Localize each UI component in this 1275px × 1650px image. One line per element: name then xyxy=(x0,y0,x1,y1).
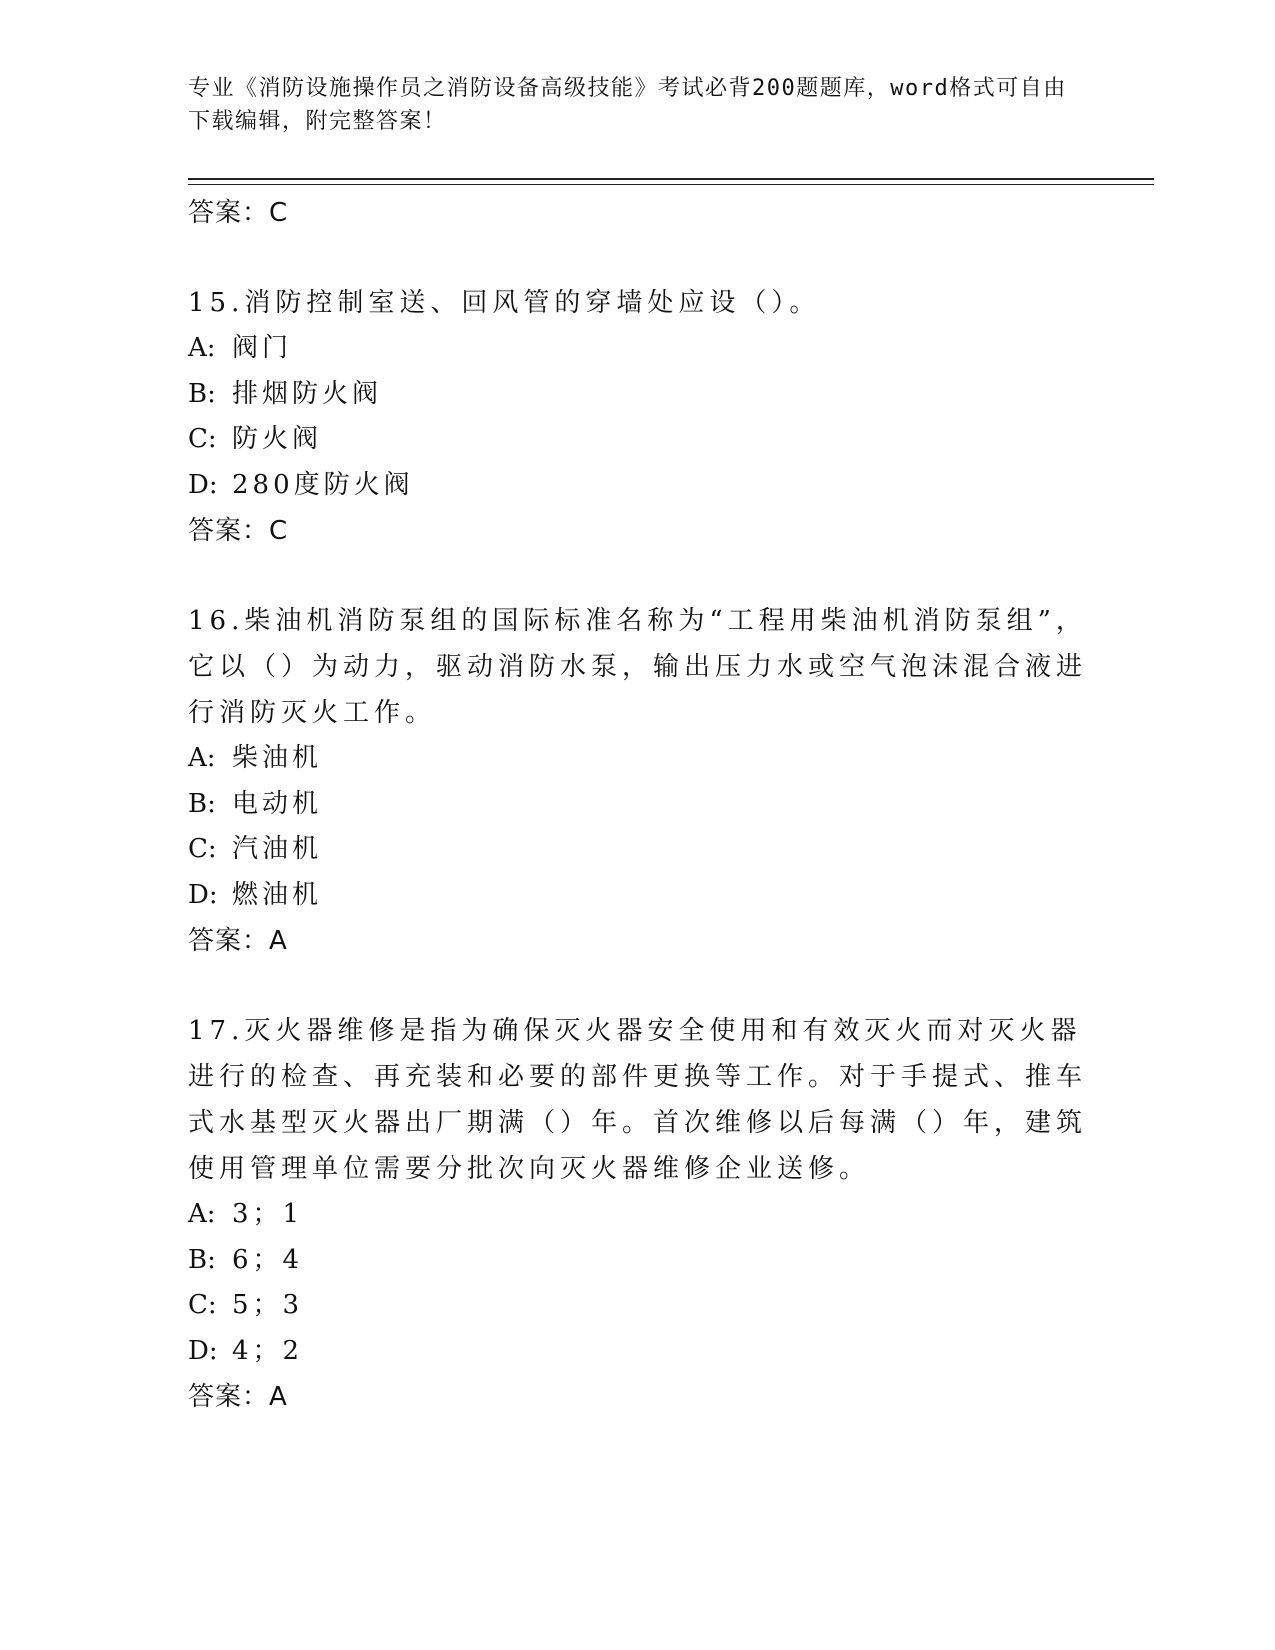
answer-15: 答案：C xyxy=(188,516,289,546)
option-b xyxy=(188,782,1088,828)
option-text: 阀门 xyxy=(232,333,293,363)
option-text: 汽油机 xyxy=(232,834,323,864)
answer-16: 答案：A xyxy=(188,926,288,956)
option-text: 燃油机 xyxy=(232,879,323,910)
option-c xyxy=(188,1283,1088,1329)
question-17 xyxy=(188,1008,1088,1192)
spacer xyxy=(188,236,1088,280)
option-b xyxy=(188,1238,1088,1284)
option-label: A: xyxy=(188,1199,216,1229)
option-d xyxy=(188,873,1088,919)
document-header: 专业《消防设施操作员之消防设备高级技能》考试必背200题题库，word格式可自由下载编辑，附完整答案！ xyxy=(188,76,1067,134)
option-text: 柴油机 xyxy=(232,743,323,773)
option-label: D: xyxy=(188,469,218,500)
question-text: 16.柴油机消防泵组的国际标准名称为“工程用柴油机消防泵组”，它以（）为动力，驱动消防水泵，输出压力水或空气泡沫混合液进行消防灭火工作。 xyxy=(188,606,1088,728)
option-text: 电动机 xyxy=(232,788,323,819)
option-a xyxy=(188,326,1088,372)
option-label: C: xyxy=(188,424,217,454)
option-text: 3；1 xyxy=(232,1199,304,1229)
option-text: 5；3 xyxy=(232,1290,304,1320)
option-label: A: xyxy=(188,743,216,773)
previous-answer: 答案：C xyxy=(188,198,289,228)
question-text: 15.消防控制室送、回风管的穿墙处应设（）。 xyxy=(188,288,821,318)
option-text: 4；2 xyxy=(232,1335,304,1366)
option-label: A: xyxy=(188,333,216,363)
option-b xyxy=(188,372,1088,418)
option-label: D: xyxy=(188,879,218,910)
option-label: B: xyxy=(188,1244,216,1275)
answer-17: 答案：A xyxy=(188,1382,288,1412)
option-label: C: xyxy=(188,834,217,864)
header-divider-thin xyxy=(188,184,1154,185)
option-c xyxy=(188,417,1088,463)
question-text: 17.灭火器维修是指为确保灭火器安全使用和有效灭火而对灭火器进行的检查、再充装和必要的部件更换等工作。对于手提式、推车式水基型灭火器出厂期满（）年。首次维修以后每满（）年，建筑使用管理单位需要分批次向灭火器维修企业送修。 xyxy=(188,1016,1088,1184)
option-d xyxy=(188,463,1088,509)
spacer xyxy=(188,554,1088,598)
option-text: 280度防火阀 xyxy=(232,469,414,500)
option-label: B: xyxy=(188,378,216,409)
option-a xyxy=(188,1192,1088,1238)
header-divider-thick xyxy=(188,178,1154,180)
question-16 xyxy=(188,598,1088,736)
option-label: D: xyxy=(188,1335,218,1366)
option-text: 6；4 xyxy=(232,1244,304,1275)
question-15 xyxy=(188,280,1088,326)
option-text: 排烟防火阀 xyxy=(232,378,383,409)
question-list xyxy=(188,190,1088,1420)
option-c xyxy=(188,827,1088,873)
option-d xyxy=(188,1329,1088,1375)
option-a xyxy=(188,736,1088,782)
option-label: B: xyxy=(188,788,216,819)
option-text: 防火阀 xyxy=(232,424,323,454)
option-label: C: xyxy=(188,1290,217,1320)
spacer xyxy=(188,964,1088,1008)
